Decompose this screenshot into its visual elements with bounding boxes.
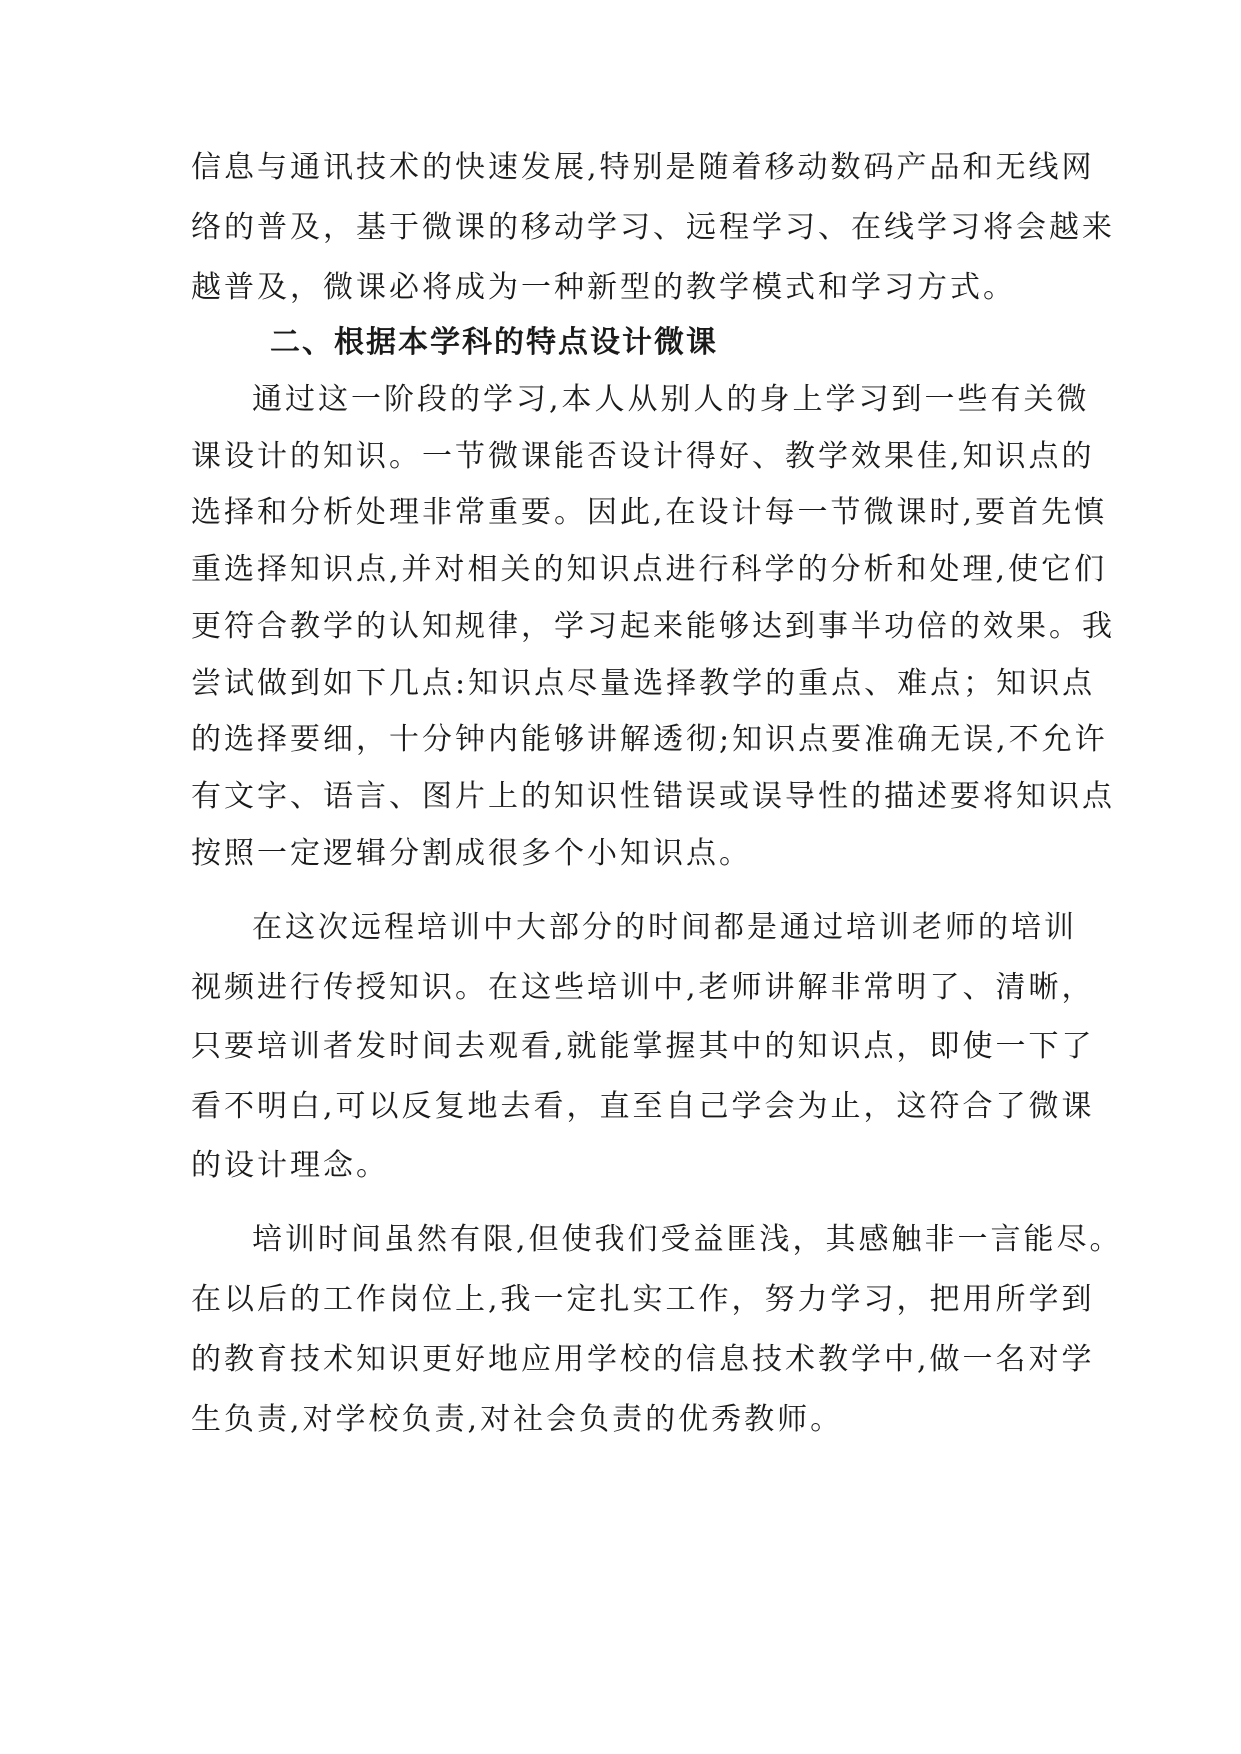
text-line: 生负责,对学校负责,对社会负责的优秀教师。 [191, 1402, 844, 1437]
text-line: 尝试做到如下几点:知识点尽量选择教学的重点、难点；知识点 [191, 666, 1096, 701]
text-line: 培训时间虽然有限,但使我们受益匪浅，其感触非一言能尽。 [252, 1222, 1123, 1257]
text-line: 的选择要细，十分钟内能够讲解透彻;知识点要准确无误,不允许 [191, 722, 1108, 757]
text-line: 在这次远程培训中大部分的时间都是通过培训老师的培训 [252, 910, 1077, 945]
text-line: 只要培训者发时间去观看,就能掌握其中的知识点，即使一下了 [191, 1029, 1095, 1064]
text-line: 看不明白,可以反复地去看，直至自己学会为止，这符合了微课 [191, 1089, 1095, 1124]
text-line: 越普及，微课必将成为一种新型的教学模式和学习方式。 [191, 270, 1016, 305]
text-line: 课设计的知识。一节微课能否设计得好、教学效果佳,知识点的 [191, 439, 1095, 474]
text-line: 的教育技术知识更好地应用学校的信息技术教学中,做一名对学 [191, 1342, 1095, 1377]
text-line: 信息与通讯技术的快速发展,特别是随着移动数码产品和无线网 [191, 150, 1095, 185]
text-line: 有文字、语言、图片上的知识性错误或误导性的描述要将知识点 [191, 779, 1115, 814]
text-line: 在以后的工作岗位上,我一定扎实工作，努力学习，把用所学到 [191, 1282, 1095, 1317]
text-line: 按照一定逻辑分割成很多个小知识点。 [191, 836, 752, 871]
text-line: 通过这一阶段的学习,本人从别人的身上学习到一些有关微 [252, 382, 1090, 417]
text-line: 更符合教学的认知规律，学习起来能够达到事半功倍的效果。我 [191, 609, 1115, 644]
section-heading: 二、根据本学科的特点设计微课 [270, 325, 718, 360]
text-line: 的设计理念。 [191, 1148, 389, 1183]
text-line: 重选择知识点,并对相关的知识点进行科学的分析和处理,使它们 [191, 552, 1108, 587]
text-line: 视频进行传授知识。在这些培训中,老师讲解非常明了、清晰， [191, 970, 1095, 1005]
text-line: 络的普及，基于微课的移动学习、远程学习、在线学习将会越来 [191, 210, 1115, 245]
text-line: 选择和分析处理非常重要。因此,在设计每一节微课时,要首先慎 [191, 495, 1108, 530]
